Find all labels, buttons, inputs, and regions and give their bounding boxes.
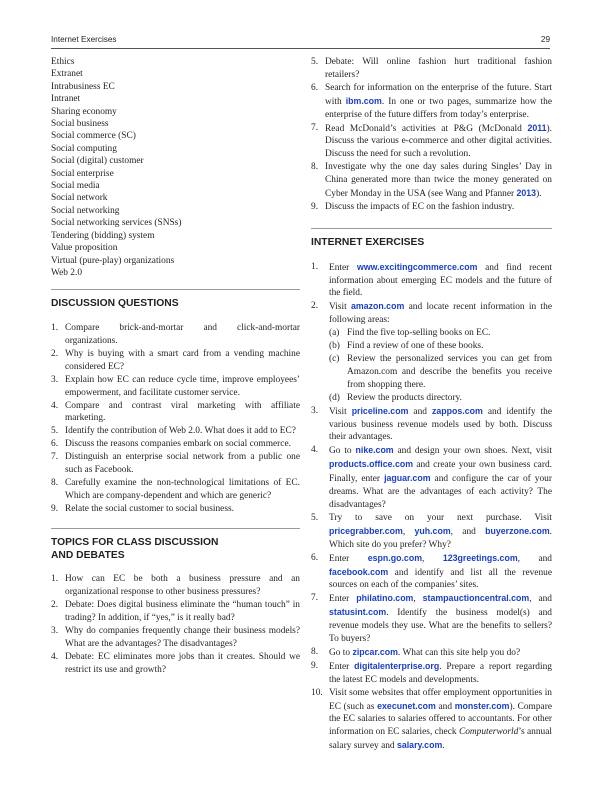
link[interactable]: products.office.com	[329, 459, 414, 470]
key-term: Social networking services (SNSs)	[51, 218, 182, 229]
link[interactable]: zipcar.com	[352, 646, 398, 657]
list-item: 6. Search for information on the enterprise of the future. Start with ibm.com. In one or two pages, summarize how the enterprise of the future differs from today’s enterprise.	[311, 82, 552, 120]
list-item: 3. Visit priceline.com and zappos.com and identify the various business revenue models used by both. Discuss their advantages.	[311, 405, 552, 443]
key-term: Virtual (pure-play) organizations	[51, 255, 175, 266]
key-term: Intrabusiness EC	[51, 81, 115, 92]
key-term: Web 2.0	[51, 267, 83, 278]
internet-heading: INTERNET EXERCISES	[311, 236, 425, 248]
key-term: Social networking	[51, 205, 120, 216]
right-column	[311, 56, 552, 753]
list-item: 5. Identify the contribution of Web 2.0. What does it add to EC?	[51, 426, 296, 437]
link[interactable]: espn.go.com	[367, 552, 423, 563]
link[interactable]: www.excitingcommerce.com	[356, 261, 478, 272]
key-term: Ethics	[51, 57, 75, 67]
header-rule	[51, 48, 550, 49]
link[interactable]: facebook.com	[329, 566, 389, 577]
list-item: 7. Distinguish an enterprise social network from a public one such as Facebook.	[51, 452, 300, 476]
link[interactable]: statusint.com	[329, 607, 387, 618]
link[interactable]: philatino.com	[356, 593, 414, 604]
list-item: 9. Relate the social customer to social business.	[51, 503, 234, 514]
discussion-heading: DISCUSSION QUESTIONS	[51, 298, 179, 310]
sub-list	[329, 327, 552, 404]
list-item: 2. Why is buying with a smart card from a vending machine considered EC?	[51, 348, 300, 372]
list-item: 8. Investigate why the one day sales during Singles’ Day in China generated more than twice the money generated on Cyber Monday in the USA (see Wang and Pfanner 2013).	[311, 162, 552, 200]
list-item: 5. Debate: Will online fashion hurt traditional fashion retailers?	[311, 57, 552, 80]
running-header-title: Internet Exercises	[51, 35, 117, 44]
internet-exercises	[311, 261, 552, 754]
list-item: 1. Compare brick-and-mortar and click-and-mortar organizations.	[51, 323, 300, 347]
class-topics-list	[51, 573, 300, 676]
key-term: Social business	[51, 119, 109, 130]
sub-list-item: (a) Find the five top-selling books on EC.	[329, 328, 491, 339]
list-item: 7. Read McDonald’s activities at P&G (McDonald 2011). Discuss the various e-commerce and other digital activities. Discuss the need for such a revolution.	[311, 122, 552, 160]
link[interactable]: priceline.com	[351, 405, 409, 416]
key-term: Social network	[51, 193, 108, 204]
running-header	[51, 35, 550, 47]
list-item: 6. Discuss the reasons companies embark on social commerce.	[51, 439, 291, 450]
link[interactable]: zappos.com	[431, 405, 483, 416]
link[interactable]: amazon.com	[350, 301, 405, 312]
section-rule	[51, 528, 300, 529]
key-term: Social computing	[51, 143, 117, 154]
key-terms-list	[51, 56, 300, 279]
key-term: Social media	[51, 181, 100, 192]
list-item: 6. Enter espn.go.com, 123greetings.com, and facebook.com and identify and list all the revenue sources on each of the companies’ sites.	[311, 552, 552, 591]
sub-list-item: (d) Review the products directory.	[329, 392, 462, 403]
list-item: 4. Compare and contrast viral marketing with affiliate marketing.	[51, 400, 300, 424]
key-term: Social (digital) customer	[51, 156, 144, 167]
key-term: Social commerce (SC)	[51, 131, 136, 142]
link[interactable]: stampauctioncentral.com	[422, 593, 530, 604]
link[interactable]: monster.com	[454, 700, 510, 711]
list-item: 7. Enter philatino.com, stampauctioncentral.com, and statusint.com. Identify the business model(s) and revenue models they use. What are the benefits to sellers? To buyers?	[311, 593, 552, 645]
list-item: 5. Try to save on your next purchase. Visit pricegrabber.com, yuh.com, and buyerzone.com. Which site do you prefer? Why?	[311, 512, 552, 550]
key-term: Tendering (bidding) system	[51, 230, 155, 241]
list-item: 10. Visit some websites that offer employment opportunities in EC (such as execunet.com and monster.com). Compare the EC salaries to salaries offered to accountants. For other information on EC salaries, check Computerworld’s annual salary survey and salary.com.	[311, 687, 552, 752]
list-item: 2. Visit amazon.com and locate recent information in the following areas: (a) Find the five top-selling books on EC. (b) Find a review of one of these books. (c) Review the personalized services you can get from Amazon.com and describe the benefits you receive from shopping there. (d) Review the products directory.	[311, 301, 552, 403]
key-term: Social enterprise	[51, 168, 114, 179]
class-topics-list-continued	[311, 56, 552, 214]
list-item: 9. Discuss the impacts of EC on the fashion industry.	[311, 201, 515, 212]
section-rule	[311, 228, 552, 229]
key-term: Value proposition	[51, 243, 118, 254]
sub-list-item: (c) Review the personalized services you can get from Amazon.com and describe the benefits you receive from shopping there.	[329, 354, 552, 390]
publication-title: Computerworld	[458, 727, 519, 738]
discussion-questions	[51, 322, 300, 516]
link[interactable]: buyerzone.com	[485, 525, 550, 536]
key-term: Extranet	[51, 69, 83, 80]
citation-link[interactable]: 2013	[516, 188, 537, 199]
list-item: 8. Carefully examine the non-technological limitations of EC. Which are company-dependent and which are generic?	[51, 477, 300, 501]
link[interactable]: 123greetings.com	[442, 552, 518, 563]
link[interactable]: ibm.com	[345, 95, 382, 106]
page-number: 29	[540, 35, 550, 44]
link[interactable]: digitalenterprise.org	[354, 660, 440, 671]
list-item: 3. Explain how EC can reduce cycle time, improve employees’ empowerment, and facilitate customer service.	[51, 374, 300, 398]
link[interactable]: yuh.com	[414, 525, 451, 536]
link[interactable]: jaguar.com	[384, 473, 431, 484]
left-column	[51, 56, 300, 677]
key-term: Sharing economy	[51, 106, 117, 117]
list-item: 2. Debate: Does digital business eliminate the “human touch” in trading? In addition, if “yes,” is it really bad?	[51, 600, 300, 624]
class-topics-heading: TOPICS FOR CLASS DISCUSSION AND DEBATES	[51, 536, 219, 561]
list-item: 9. Enter digitalenterprise.org. Prepare a report regarding the latest EC models and developments.	[311, 660, 552, 685]
list-item: 1. How can EC be both a business pressure and an organizational response to other business pressures?	[51, 574, 300, 598]
link[interactable]: nike.com	[355, 445, 394, 456]
section-rule	[51, 289, 300, 290]
list-item: 3. Why do companies frequently change their business models? What are the advantages? The disadvantages?	[51, 625, 300, 649]
list-item: 4. Debate: EC eliminates more jobs than it creates. Should we restrict its use and growth?	[51, 651, 300, 675]
link[interactable]: execunet.com	[377, 700, 436, 711]
list-item: 4. Go to nike.com and design your own shoes. Next, visit products.office.com and create your own business card. Finally, enter jaguar.com and configure the car of your dreams. What are the advantages of each activity? The disadvantages?	[311, 445, 552, 510]
link[interactable]: salary.com	[396, 740, 443, 751]
key-term: Intranet	[51, 94, 81, 105]
sub-list-item: (b) Find a review of one of these books.	[329, 341, 484, 352]
link[interactable]: pricegrabber.com	[329, 525, 403, 536]
list-item: 8. Go to zipcar.com. What can this site help you do?	[311, 646, 521, 658]
list-item: 1. Enter www.excitingcommerce.com and find recent information about emerging EC models and the future of the field.	[311, 261, 552, 299]
citation-link[interactable]: 2011	[527, 122, 547, 133]
